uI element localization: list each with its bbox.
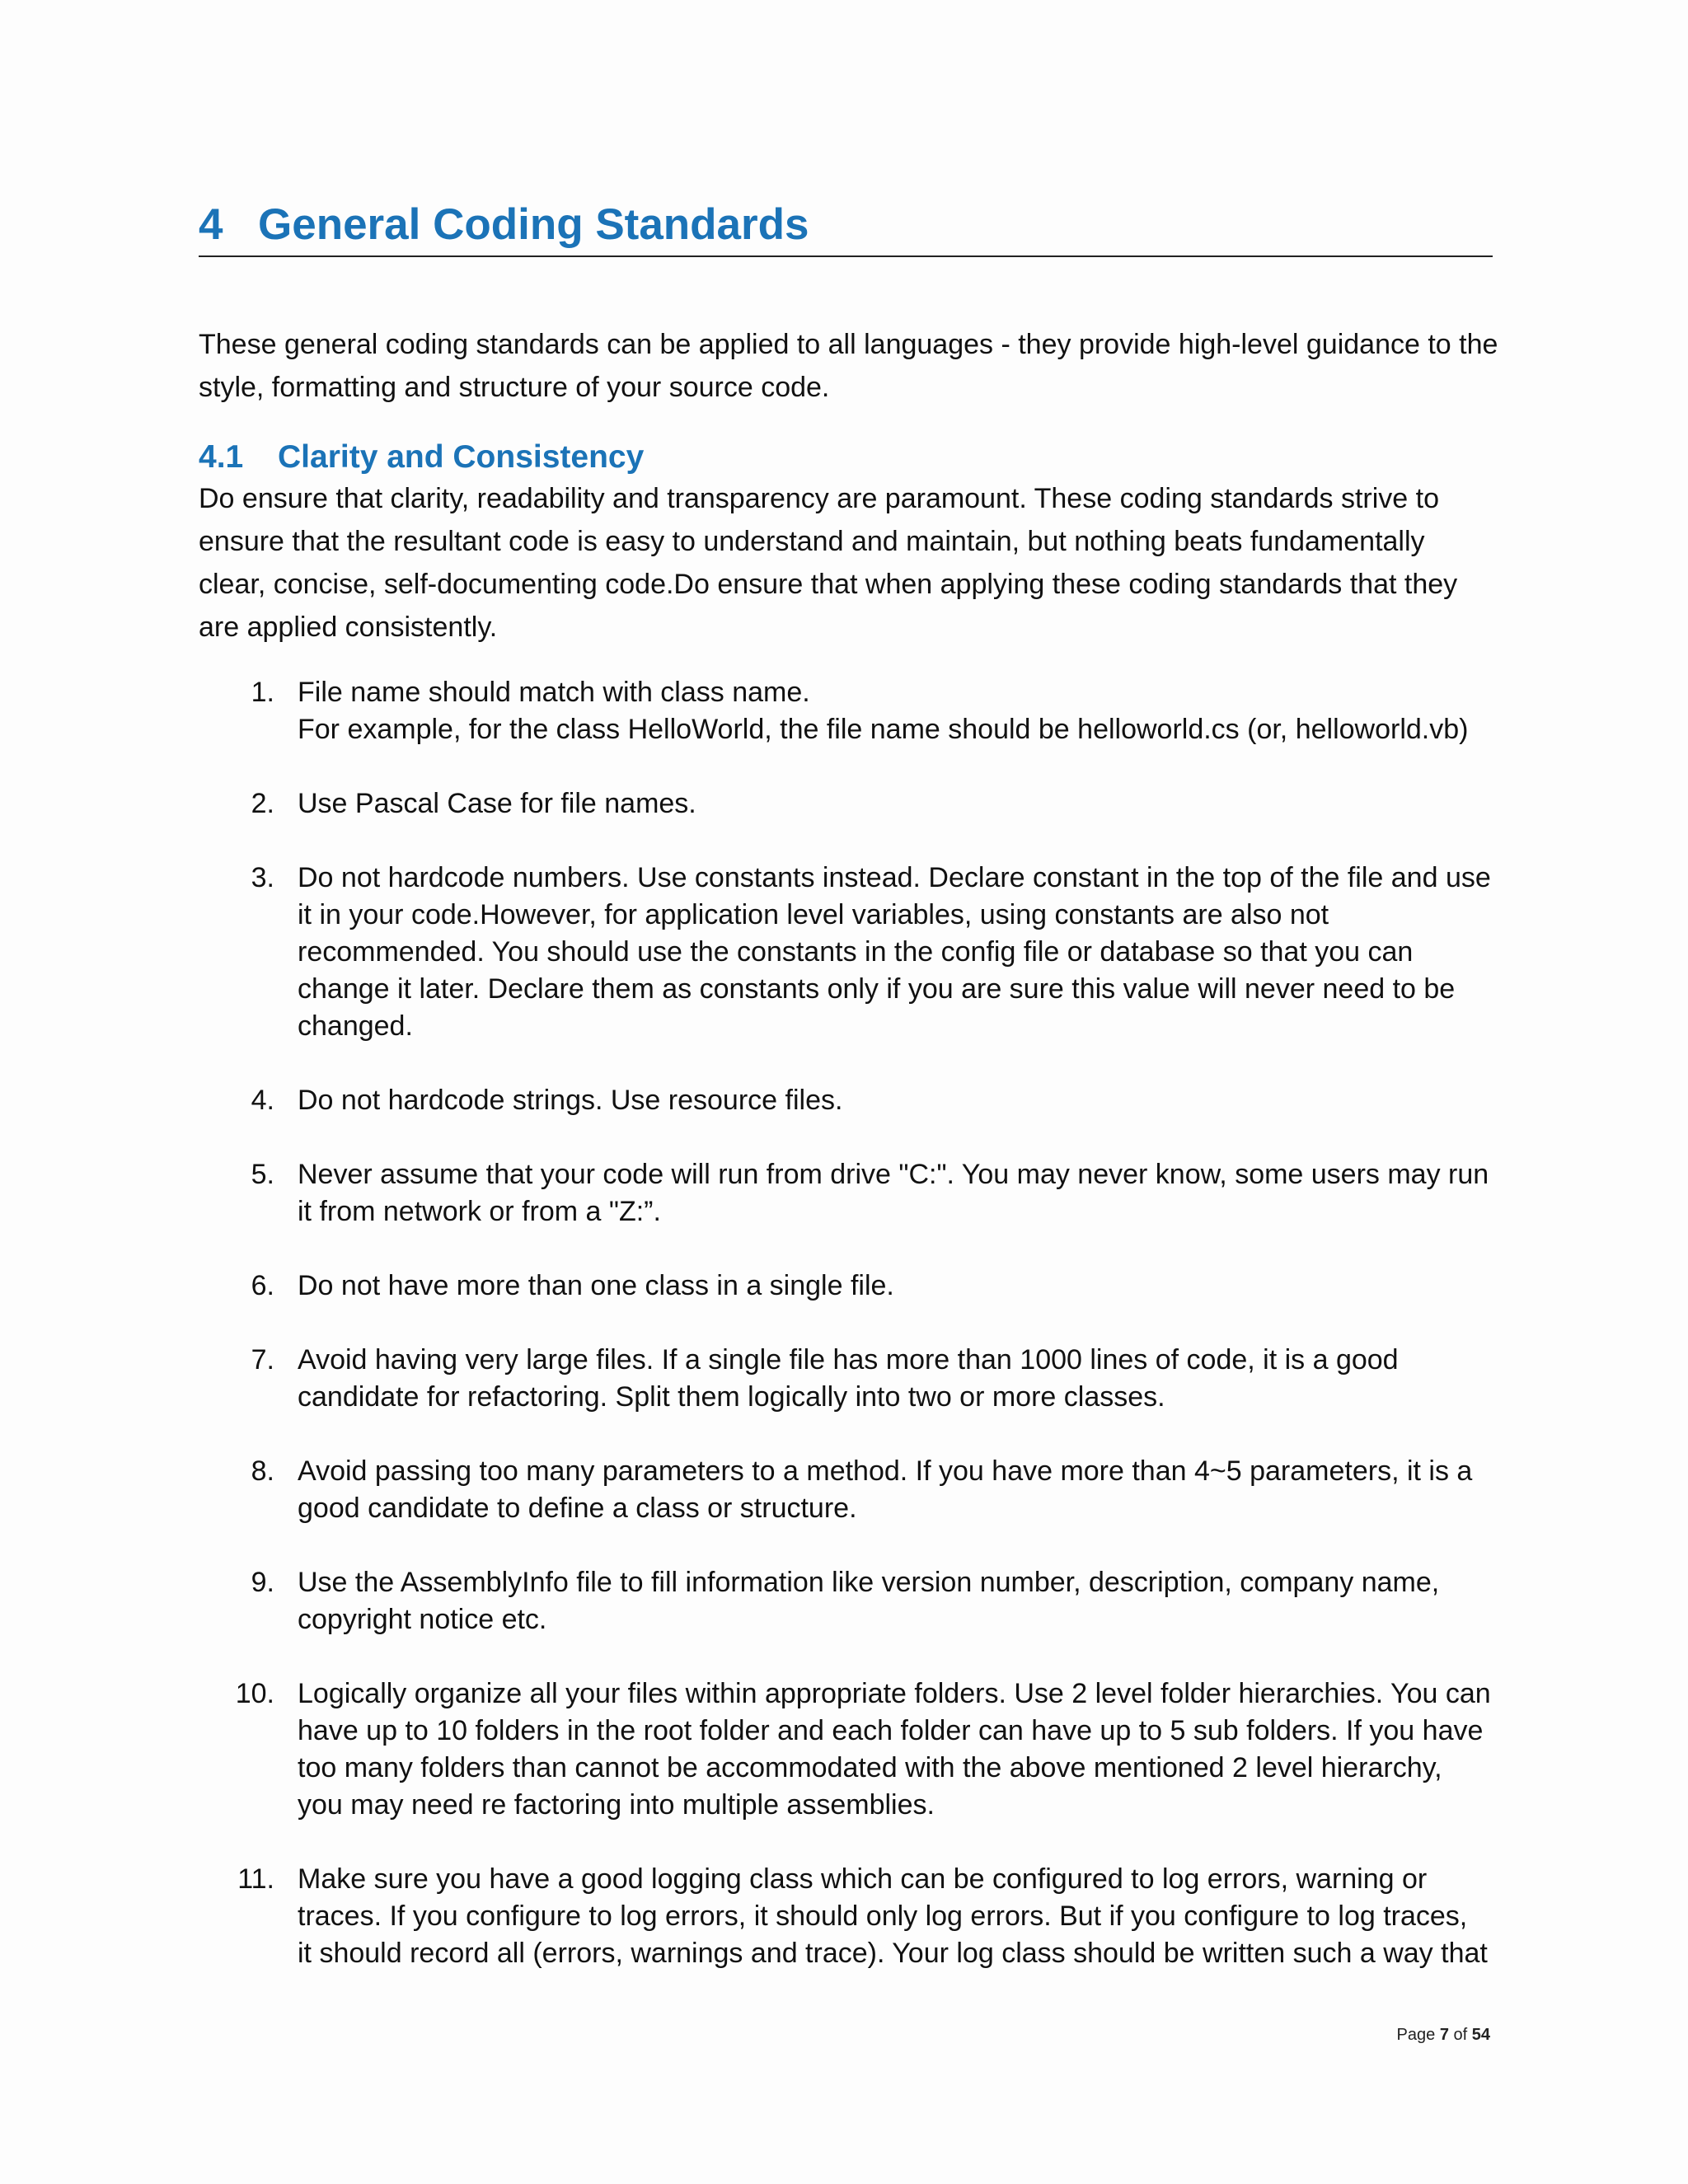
list-item <box>199 1082 1501 1119</box>
list-item-text <box>298 1342 1501 1416</box>
section-paragraph <box>199 477 1501 649</box>
list-item-line: Avoid passing too many parameters to a method. If you have more than 4~5 parameters, it is a <box>298 1455 1473 1487</box>
list-item-line: recommended. You should use the constants in the config file or database so that you can <box>298 936 1414 968</box>
list-item-line: you may need re factoring into multiple assemblies. <box>298 1789 935 1821</box>
list-item-line: Use Pascal Case for file names. <box>298 788 696 819</box>
list-item-text <box>298 860 1501 1045</box>
list-item-text <box>298 1675 1501 1824</box>
section-line: Do ensure that clarity, readability and transparency are paramount. These coding standards strive to <box>199 483 1439 514</box>
list-item <box>199 1861 1501 1972</box>
section-line: ensure that the resultant code is easy to understand and maintain, but nothing beats fundamentally <box>199 526 1425 557</box>
list-item-line: candidate for refactoring. Split them logically into two or more classes. <box>298 1381 1165 1413</box>
list-item-text <box>298 1156 1501 1230</box>
list-item-text <box>298 1453 1501 1527</box>
standards-list <box>199 674 1501 2009</box>
section-title: Clarity and Consistency <box>278 439 645 475</box>
chapter-heading <box>199 191 1493 257</box>
list-item-number: 3. <box>251 862 274 893</box>
list-item <box>199 1675 1501 1824</box>
list-item-line: Make sure you have a good logging class which can be configured to log errors, warning or <box>298 1863 1428 1895</box>
list-item-line: Do not hardcode strings. Use resource files. <box>298 1085 843 1116</box>
section-number: 4.1 <box>199 439 244 475</box>
list-item-line: Do not have more than one class in a single file. <box>298 1270 894 1301</box>
list-item-number: 6. <box>251 1270 274 1301</box>
list-item-line: For example, for the class HelloWorld, the file name should be helloworld.cs (or, helloworld.vb) <box>298 714 1469 745</box>
list-item-line: changed. <box>298 1010 413 1042</box>
list-item <box>199 1156 1501 1230</box>
list-item <box>199 1453 1501 1527</box>
list-item-text <box>298 1082 1501 1119</box>
list-item-text <box>298 1564 1501 1638</box>
chapter-title: General Coding Standards <box>258 200 809 249</box>
list-item <box>199 785 1501 823</box>
list-item <box>199 1342 1501 1416</box>
list-item-number: 8. <box>251 1455 274 1487</box>
page-number: 7 <box>1439 2026 1449 2044</box>
list-item-line: it from network or from a "Z:”. <box>298 1196 661 1227</box>
list-item-line: traces. If you configure to log errors, it should only log errors. But if you configure to log traces, <box>298 1900 1468 1932</box>
list-item-line: too many folders than cannot be accommodated with the above mentioned 2 level hierarchy, <box>298 1752 1442 1783</box>
of-label: of <box>1453 2026 1468 2044</box>
list-item-text <box>298 674 1501 748</box>
list-item <box>199 1564 1501 1638</box>
list-item-number: 9. <box>251 1567 274 1598</box>
list-item-line: Logically organize all your files within appropriate folders. Use 2 level folder hierarchies. You can <box>298 1678 1491 1709</box>
list-item-line: it in your code.However, for application level variables, using constants are also not <box>298 899 1329 930</box>
chapter-number: 4 <box>199 200 223 249</box>
list-item-line: it should record all (errors, warnings and trace). Your log class should be written such a way that <box>298 1938 1488 1969</box>
page-label: Page <box>1396 2026 1436 2044</box>
list-item <box>199 1268 1501 1305</box>
list-item-number: 1. <box>251 677 274 708</box>
list-item-line: Avoid having very large files. If a single file has more than 1000 lines of code, it is a good <box>298 1344 1399 1376</box>
list-item <box>199 674 1501 748</box>
list-item-text <box>298 1268 1501 1305</box>
intro-line: These general coding standards can be applied to all languages - they provide high-level guidance to the <box>199 329 1498 360</box>
list-item-text <box>298 1861 1501 1972</box>
list-item-line: have up to 10 folders in the root folder and each folder can have up to 5 sub folders. If you have <box>298 1715 1484 1746</box>
intro-paragraph <box>199 323 1501 409</box>
list-item-line: change it later. Declare them as constants only if you are sure this value will never need to be <box>298 973 1456 1005</box>
list-item-line: Never assume that your code will run from drive "C:". You may never know, some users may run <box>298 1159 1489 1190</box>
total-pages: 54 <box>1471 2026 1490 2044</box>
intro-line: style, formatting and structure of your source code. <box>199 372 830 403</box>
list-item-line: good candidate to define a class or structure. <box>298 1493 857 1524</box>
list-item-number: 2. <box>251 788 274 819</box>
page-footer <box>1236 2026 1490 2045</box>
list-item-number: 7. <box>251 1344 274 1376</box>
list-item-line: Do not hardcode numbers. Use constants instead. Declare constant in the top of the file and use <box>298 862 1491 893</box>
section-line: are applied consistently. <box>199 612 498 643</box>
list-item-number: 5. <box>251 1159 274 1190</box>
list-item-text <box>298 785 1501 823</box>
list-item-line: Use the AssemblyInfo file to fill information like version number, description, company name, <box>298 1567 1440 1598</box>
list-item-number: 4. <box>251 1085 274 1116</box>
list-item-number: 10. <box>235 1678 274 1709</box>
section-line: clear, concise, self-documenting code.Do ensure that when applying these coding standards that they <box>199 569 1458 600</box>
list-item <box>199 860 1501 1045</box>
list-item-number: 11. <box>237 1863 274 1895</box>
list-item-line: copyright notice etc. <box>298 1604 547 1635</box>
list-item-line: File name should match with class name. <box>298 677 810 708</box>
